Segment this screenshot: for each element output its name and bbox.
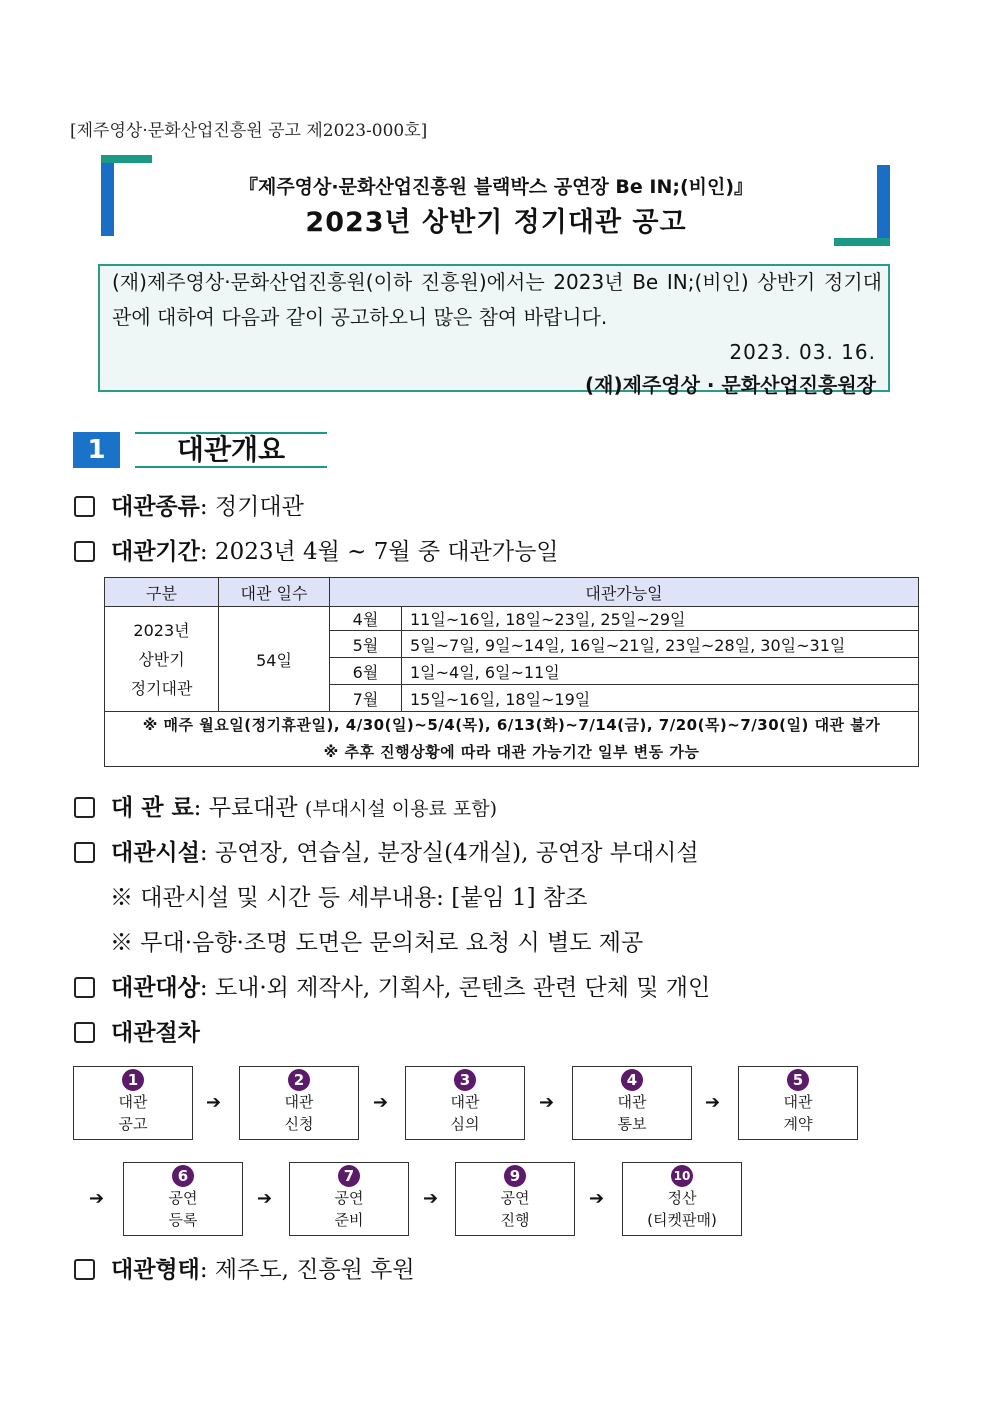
table-dates: 5일~7일, 9일~14일, 16일~21일, 23일~28일, 30일~31일 (402, 631, 919, 658)
arrow-icon: ➔ (705, 1092, 721, 1113)
item-period (72, 533, 559, 566)
item-type (72, 488, 304, 521)
checkbox-icon (74, 541, 95, 562)
item-target-value: : 도내·외 제작사, 기획사, 콘텐츠 관련 단체 및 개인 (199, 975, 711, 1001)
step-number: 5 (787, 1069, 809, 1091)
table-header: 대관 일수 (219, 578, 330, 607)
title-bracket-right-bottom (834, 238, 890, 246)
arrow-icon: ➔ (257, 1188, 273, 1209)
item-fee-label: 대 관 료 (111, 794, 194, 821)
step-number: 4 (621, 1069, 643, 1091)
step-label: 등록 (168, 1211, 198, 1229)
table-month: 7월 (330, 685, 402, 712)
item-period-value: : 2023년 4월 ~ 7월 중 대관가능일 (199, 539, 559, 565)
item-target-label: 대관대상 (111, 974, 200, 1001)
item-target (72, 969, 710, 1002)
checkbox-icon (74, 1022, 95, 1043)
step-box (73, 1066, 193, 1140)
category-line: 상반기 (138, 649, 185, 669)
step-label: 대관 (450, 1093, 480, 1111)
step-number: 1 (122, 1069, 144, 1091)
notice-number: [제주영상·문화산업진흥원 공고 제2023-000호] (70, 121, 428, 141)
footnote-line-1: ※ 매주 월요일(정기휴관일), 4/30(일)~5/4(목), 6/13(화)~7/14(금), 7/20(목)~7/30(일) 대관 불가 (142, 716, 881, 734)
step-number: 10 (671, 1165, 693, 1187)
item-fee-note: (부대시설 이용료 포함) (304, 798, 498, 820)
title-bracket-left-top (101, 155, 152, 163)
step-label: 공연 (334, 1189, 364, 1207)
item-form (72, 1251, 415, 1284)
item-form-label: 대관형태 (111, 1256, 200, 1283)
arrow-icon: ➔ (89, 1188, 105, 1209)
step-label: 정산 (667, 1189, 697, 1207)
item-fee-value: : 무료대관 (193, 795, 298, 821)
item-facility (72, 834, 699, 867)
table-dates: 15일~16일, 18일~19일 (402, 685, 919, 712)
table-dates: 11일~16일, 18일~23일, 25일~29일 (402, 607, 919, 631)
arrow-icon: ➔ (539, 1092, 555, 1113)
step-box (738, 1066, 858, 1140)
step-label: 대관 (118, 1093, 148, 1111)
step-box (239, 1066, 359, 1140)
item-procedure (72, 1014, 200, 1047)
step-number: 3 (454, 1069, 476, 1091)
step-box (622, 1162, 742, 1236)
step-box (572, 1066, 692, 1140)
table-category (105, 607, 219, 712)
step-label: 공연 (168, 1189, 198, 1207)
title-line-1: 『제주영상·문화산업진흥원 블랙박스 공연장 Be IN;(비인)』 (238, 176, 754, 198)
item-type-label: 대관종류 (111, 493, 200, 520)
table-month: 6월 (330, 658, 402, 685)
section-number: 1 (73, 432, 120, 468)
step-box (405, 1066, 525, 1140)
item-facility-value: : 공연장, 연습실, 분장실(4개실), 공연장 부대시설 (199, 840, 699, 866)
table-header: 구분 (105, 578, 219, 607)
step-number: 2 (288, 1069, 310, 1091)
category-line: 2023년 (133, 620, 190, 640)
item-type-value: : 정기대관 (199, 494, 304, 520)
section-title: 대관개요 (135, 432, 327, 468)
step-number: 7 (338, 1165, 360, 1187)
step-box (455, 1162, 575, 1236)
arrow-icon: ➔ (206, 1092, 222, 1113)
step-label: 진행 (500, 1211, 530, 1229)
step-label: (티켓판매) (647, 1211, 717, 1229)
table-header: 대관가능일 (330, 578, 919, 607)
footnote-line-2: ※ 추후 진행상황에 따라 대관 가능기간 일부 변동 가능 (323, 743, 700, 761)
step-box (289, 1162, 409, 1236)
facility-note-1: ※ 대관시설 및 시간 등 세부내용: [붙임 1] 참조 (110, 885, 588, 911)
table-days: 54일 (219, 607, 330, 712)
table-month: 5월 (330, 631, 402, 658)
arrow-icon: ➔ (589, 1188, 605, 1209)
page-title: 2023년 상반기 정기대관 공고 (305, 207, 687, 238)
checkbox-icon (74, 496, 95, 517)
step-label: 신청 (284, 1115, 314, 1133)
step-label: 대관 (284, 1093, 314, 1111)
step-number: 9 (504, 1165, 526, 1187)
checkbox-icon (74, 797, 95, 818)
step-label: 공고 (118, 1115, 148, 1133)
checkbox-icon (74, 977, 95, 998)
item-facility-label: 대관시설 (111, 839, 200, 866)
table-footnote (105, 712, 919, 767)
item-form-value: : 제주도, 진흥원 후원 (199, 1257, 415, 1283)
category-line: 정기대관 (130, 678, 193, 698)
arrow-icon: ➔ (423, 1188, 439, 1209)
item-fee (72, 789, 497, 822)
step-label: 준비 (334, 1211, 364, 1229)
item-period-label: 대관기간 (111, 538, 200, 565)
step-label: 대관 (617, 1093, 647, 1111)
step-label: 심의 (450, 1115, 480, 1133)
step-number: 6 (172, 1165, 194, 1187)
step-label: 계약 (783, 1115, 813, 1133)
step-label: 공연 (500, 1189, 530, 1207)
step-label: 통보 (617, 1115, 647, 1133)
intro-organization: (재)제주영상 · 문화산업진흥원장 (585, 373, 876, 397)
arrow-icon: ➔ (373, 1092, 389, 1113)
item-procedure-label: 대관절차 (111, 1019, 200, 1046)
table-month: 4월 (330, 607, 402, 631)
intro-date: 2023. 03. 16. (729, 340, 876, 364)
step-label: 대관 (783, 1093, 813, 1111)
step-box (123, 1162, 243, 1236)
checkbox-icon (74, 842, 95, 863)
table-dates: 1일~4일, 6일~11일 (402, 658, 919, 685)
intro-text: (재)제주영상·문화산업진흥원(이하 진흥원)에서는 2023년 Be IN;(비인) 상반기 정기대관에 대하여 다음과 같이 공고하오니 많은 참여 바랍니다. (112, 270, 882, 329)
facility-note-2: ※ 무대·음향·조명 도면은 문의처로 요청 시 별도 제공 (110, 930, 644, 956)
rental-schedule-table (104, 577, 919, 767)
checkbox-icon (74, 1259, 95, 1280)
